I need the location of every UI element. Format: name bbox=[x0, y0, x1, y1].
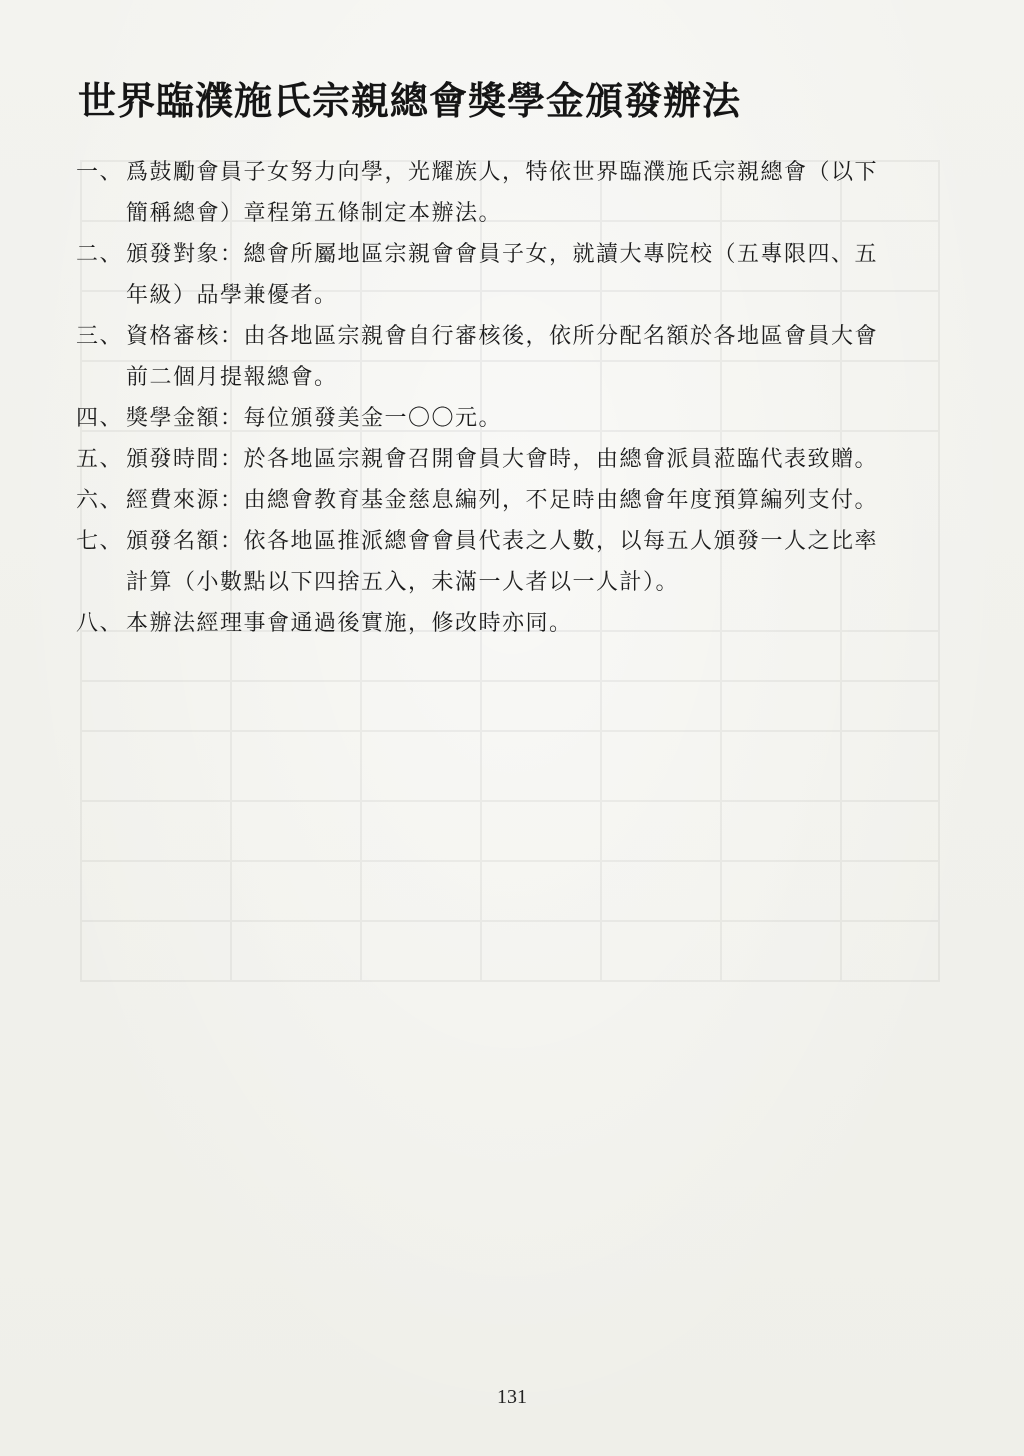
article-5 bbox=[76, 439, 956, 480]
article-text: 頒發時間：於各地區宗親會召開會員大會時，由總會派員蒞臨代表致贈。 bbox=[126, 447, 879, 472]
article-text: 經費來源：由總會教育基金慈息編列，不足時由總會年度預算編列支付。 bbox=[126, 488, 879, 513]
article-3 bbox=[76, 316, 956, 398]
article-text: 爲鼓勵會員子女努力向學，光耀族人，特依世界臨濮施氏宗親總會（以下 bbox=[126, 160, 879, 185]
article-text-continued: 計算（小數點以下四捨五入，未滿一人者以一人計）。 bbox=[126, 570, 680, 595]
article-4 bbox=[76, 398, 956, 439]
article-text: 資格審核：由各地區宗親會自行審核後，依所分配名額於各地區會員大會 bbox=[126, 324, 879, 349]
article-text-continued: 前二個月提報總會。 bbox=[126, 365, 338, 390]
document-title: 世界臨濮施氏宗親總會獎學金頒發辦法 bbox=[78, 79, 742, 123]
article-2 bbox=[76, 234, 956, 316]
article-number: 八、 bbox=[76, 611, 124, 636]
article-8 bbox=[76, 603, 956, 644]
article-number: 三、 bbox=[76, 324, 124, 349]
article-6 bbox=[76, 480, 956, 521]
article-text: 本辦法經理事會通過後實施，修改時亦同。 bbox=[126, 611, 573, 636]
article-text: 獎學金額：每位頒發美金一〇〇元。 bbox=[126, 406, 503, 431]
article-text: 頒發名額：依各地區推派總會會員代表之人數，以每五人頒發一人之比率 bbox=[126, 529, 879, 554]
page-number: 131 bbox=[497, 1386, 527, 1408]
article-number: 一、 bbox=[76, 160, 124, 185]
article-list bbox=[76, 152, 956, 644]
article-number: 二、 bbox=[76, 242, 124, 267]
article-text-continued: 年級）品學兼優者。 bbox=[126, 283, 338, 308]
article-1 bbox=[76, 152, 956, 234]
article-text: 頒發對象：總會所屬地區宗親會會員子女，就讀大專院校（五專限四、五 bbox=[126, 242, 879, 267]
article-text-continued: 簡稱總會）章程第五條制定本辦法。 bbox=[126, 201, 503, 226]
article-7 bbox=[76, 521, 956, 603]
article-number: 六、 bbox=[76, 488, 124, 513]
article-number: 四、 bbox=[76, 406, 124, 431]
article-number: 七、 bbox=[76, 529, 124, 554]
article-number: 五、 bbox=[76, 447, 124, 472]
